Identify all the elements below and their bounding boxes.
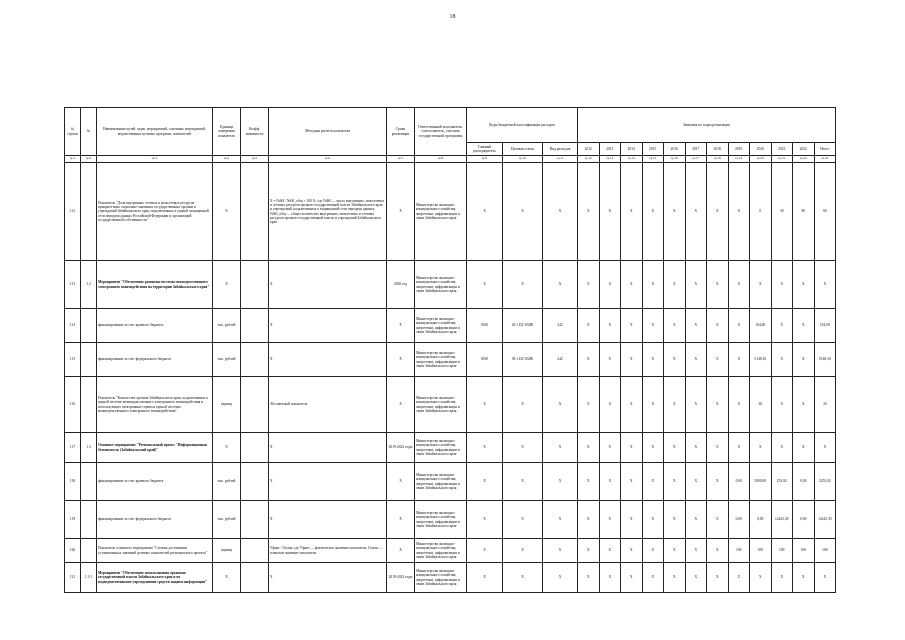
cell-term: 2019-2022 годы <box>387 433 415 463</box>
cell-year-value: Х <box>621 463 643 501</box>
cell-year-value: 100 <box>750 539 772 563</box>
budget-table <box>64 107 836 593</box>
cell-budget: Х <box>467 539 503 563</box>
cell-number: 1.2 <box>81 261 97 309</box>
cell-year-value: Х <box>664 563 686 593</box>
cell-year-value: Х <box>578 563 600 593</box>
cell-year-value: Х <box>814 433 836 463</box>
cell-term: Х <box>387 539 415 563</box>
page-number: 18 <box>449 14 456 20</box>
cell-coefficient <box>241 163 269 261</box>
cell-method: Абсолютный показатель <box>269 377 387 433</box>
cell-number <box>81 309 97 343</box>
column-number: гр.2 <box>81 156 97 163</box>
cell-responsible: Министерство жилищно-коммунального хозяйства, энергетики, цифровизации и связи Забайкальского края <box>415 377 467 433</box>
cell-year-value: 80 <box>814 163 836 261</box>
cell-year-value: Х <box>664 377 686 433</box>
cell-term: 2019-2022 годы <box>387 563 415 593</box>
cell-budget: Х <box>543 261 578 309</box>
cell-year-value: Х <box>685 377 707 433</box>
table-row <box>65 563 836 593</box>
cell-year-value: Х <box>621 309 643 343</box>
cell-year-value: 100 <box>728 539 750 563</box>
cell-method: Х <box>269 463 387 501</box>
cell-year-value: Х <box>685 501 707 539</box>
cell-budget: Х <box>543 163 578 261</box>
cell-year-value: Х <box>793 261 815 309</box>
cell-method: Х <box>269 501 387 539</box>
cell-year-value: 253,92 <box>771 463 793 501</box>
cell-row-number: 120 <box>65 539 81 563</box>
cell-year-value: 0,00 <box>728 463 750 501</box>
cell-method: Х <box>269 261 387 309</box>
table-row <box>65 539 836 563</box>
cell-year-value: 5148,30 <box>750 343 772 377</box>
cell-responsible: Министерство жилищно-коммунального хозяйства, энергетики, цифровизации и связи Забайкальского края <box>415 463 467 501</box>
cell-year-value: Х <box>664 261 686 309</box>
cell-responsible: Министерство жилищно-коммунального хозяйства, энергетики, цифровизации и связи Забайкальского края <box>415 433 467 463</box>
cell-year-value: Х <box>707 261 729 309</box>
cell-row-number: 116 <box>65 377 81 433</box>
cell-term: Х <box>387 377 415 433</box>
cell-year-value: Х <box>707 501 729 539</box>
cell-year-value: Х <box>621 377 643 433</box>
column-number: гр.9 <box>467 156 503 163</box>
column-number-row <box>65 156 836 163</box>
cell-year-value: Х <box>621 261 643 309</box>
cell-year-value: Х <box>728 343 750 377</box>
cell-method: Х <box>269 343 387 377</box>
cell-year-value: Х <box>599 343 621 377</box>
cell-unit: % <box>213 163 241 261</box>
cell-year-value: Х <box>642 377 664 433</box>
column-number: гр.13 <box>599 156 621 163</box>
column-number: гр.7 <box>387 156 415 163</box>
column-number: гр.21 <box>771 156 793 163</box>
cell-year-value: 0,00 <box>793 501 815 539</box>
cell-year-value: Х <box>793 343 815 377</box>
table-body <box>65 156 836 593</box>
cell-year-value: Х <box>599 163 621 261</box>
cell-method: Уфакт / Uплан, где Уфакт — фактическое значение показателя; Uплан — плановое значение показателя <box>269 539 387 563</box>
cell-year-value: Х <box>664 163 686 261</box>
cell-budget: Х <box>543 463 578 501</box>
cell-year-value: Х <box>728 309 750 343</box>
cell-budget: 242 <box>543 309 578 343</box>
column-number: гр.10 <box>503 156 543 163</box>
cell-responsible: Министерство жилищно-коммунального хозяйства, энергетики, цифровизации и связи Забайкальского края <box>415 309 467 343</box>
cell-budget: Х <box>503 563 543 593</box>
cell-name: Мероприятие "Обеспечение использования органами государственной власти Забайкальского края и их подведомственными учреждениями средств защиты информации" <box>97 563 213 593</box>
cell-year-value: Х <box>685 343 707 377</box>
cell-year-value: 5000,00 <box>750 463 772 501</box>
cell-responsible: Министерство жилищно-коммунального хозяйства, энергетики, цифровизации и связи Забайкальского края <box>415 539 467 563</box>
header-budget-col: Вид расходов <box>543 143 578 156</box>
cell-year-value: Х <box>707 377 729 433</box>
column-number: гр.4 <box>213 156 241 163</box>
cell-budget: Х <box>467 261 503 309</box>
cell-year-value: Х <box>707 539 729 563</box>
cell-number <box>81 501 97 539</box>
header-coefficient: Коэфф. значимости <box>241 108 269 156</box>
cell-year-value: 104,00 <box>750 309 772 343</box>
cell-budget: Х <box>543 377 578 433</box>
cell-year-value: Х <box>707 563 729 593</box>
cell-year-value: Х <box>707 463 729 501</box>
table-row <box>65 163 836 261</box>
cell-budget: Х <box>543 563 578 593</box>
cell-budget: Х <box>503 377 543 433</box>
column-number: гр.1 <box>65 156 81 163</box>
cell-budget: Х <box>467 501 503 539</box>
cell-budget: 0010 <box>467 309 503 343</box>
cell-year-value: Х <box>578 309 600 343</box>
table-row <box>65 377 836 433</box>
cell-term: Х <box>387 309 415 343</box>
cell-year-value: Х <box>771 563 793 593</box>
header-year: Итого <box>814 143 836 156</box>
cell-year-value: Х <box>578 377 600 433</box>
cell-year-value: Х <box>621 501 643 539</box>
header-name: Наименование целей, задач, мероприятий, основных мероприятий, ведомственных целевых программ, показателей <box>97 108 213 156</box>
column-number: гр.3 <box>97 156 213 163</box>
cell-year-value: Х <box>578 539 600 563</box>
cell-year-value: Х <box>685 163 707 261</box>
cell-name: Показатель основного мероприятия "Степень достижения установленных значений целевых показателей регионального проекта" <box>97 539 213 563</box>
cell-responsible: Министерство жилищно-коммунального хозяйства, энергетики, цифровизации и связи Забайкальского края <box>415 261 467 309</box>
header-year: 2016 <box>664 143 686 156</box>
header-term: Сроки реализации <box>387 108 415 156</box>
cell-year-value: Х <box>599 261 621 309</box>
cell-year-value: Х <box>578 433 600 463</box>
column-number: гр.19 <box>728 156 750 163</box>
cell-year-value: Х <box>621 343 643 377</box>
cell-coefficient <box>241 563 269 593</box>
cell-year-value: Х <box>685 539 707 563</box>
cell-year-value: Х <box>664 463 686 501</box>
header-year: 2012 <box>578 143 600 156</box>
cell-year-value: Х <box>642 433 664 463</box>
cell-year-value: Х <box>578 163 600 261</box>
cell-year-value: Х <box>621 163 643 261</box>
cell-name: Основное мероприятие "Региональный проект "Информационная безопасность (Забайкальский край)" <box>97 433 213 463</box>
cell-budget: 242 <box>543 343 578 377</box>
cell-year-value: 12443,30 <box>814 501 836 539</box>
cell-year-value: 100 <box>793 539 815 563</box>
cell-year-value: Х <box>750 261 772 309</box>
cell-year-value: Х <box>685 563 707 593</box>
cell-year-value: Х <box>728 261 750 309</box>
cell-year-value: 0,00 <box>793 463 815 501</box>
cell-year-value: Х <box>707 343 729 377</box>
cell-term: Х <box>387 501 415 539</box>
cell-year-value: 30 <box>750 377 772 433</box>
cell-budget: Х <box>503 433 543 463</box>
cell-year-value: Х <box>750 563 772 593</box>
cell-year-value: Х <box>750 433 772 463</box>
cell-row-number: 119 <box>65 501 81 539</box>
cell-name: финансирование за счет федерального бюджета <box>97 501 213 539</box>
cell-number <box>81 343 97 377</box>
table-row <box>65 261 836 309</box>
cell-name: Показатель "Количество органов Забайкальского края, подключенных к единой системе межведомственного электронного взаимодействия и использующих электронные сервисы единой системы межведомственного электронного взаимодействия" <box>97 377 213 433</box>
cell-year-value: Х <box>578 463 600 501</box>
cell-year-value: Х <box>642 309 664 343</box>
cell-year-value: 12443,30 <box>771 501 793 539</box>
cell-year-value: Х <box>621 539 643 563</box>
cell-year-value: Х <box>642 163 664 261</box>
cell-year-value: Х <box>599 501 621 539</box>
cell-year-value: Х <box>728 433 750 463</box>
cell-year-value: 0,00 <box>750 501 772 539</box>
cell-row-number: 114 <box>65 309 81 343</box>
cell-year-value: Х <box>621 563 643 593</box>
cell-year-value: Х <box>707 433 729 463</box>
column-number: гр.14 <box>621 156 643 163</box>
cell-year-value: Х <box>599 563 621 593</box>
cell-row-number: 118 <box>65 463 81 501</box>
cell-budget: Х <box>467 433 503 463</box>
column-number: гр.18 <box>707 156 729 163</box>
column-number: гр.16 <box>664 156 686 163</box>
cell-number <box>81 539 97 563</box>
cell-budget: Х <box>503 463 543 501</box>
table-wrapper <box>64 107 836 593</box>
cell-budget: 06 1 D2 50280 <box>503 343 543 377</box>
cell-term: Х <box>387 163 415 261</box>
cell-unit: единиц <box>213 539 241 563</box>
cell-budget: Х <box>543 433 578 463</box>
cell-budget: Х <box>503 539 543 563</box>
cell-year-value: Х <box>814 563 836 593</box>
cell-year-value: Х <box>793 433 815 463</box>
header-unit: Единица измерения показателя <box>213 108 241 156</box>
cell-unit: единиц <box>213 377 241 433</box>
cell-unit: Х <box>213 563 241 593</box>
cell-coefficient <box>241 377 269 433</box>
cell-year-value: 100 <box>771 539 793 563</box>
cell-year-value: Х <box>771 343 793 377</box>
cell-term: 2020 год <box>387 261 415 309</box>
table-row <box>65 501 836 539</box>
cell-unit: Х <box>213 433 241 463</box>
cell-name: Показатель "Доля внутренних сетевых и межсетевых ресурсов приоритетных социально-значимых государственных органов и учреждений Забайкальского края, подключенных к единой защищенной сети передачи данных Российской Федерации и организаций государственной собственности" <box>97 163 213 261</box>
cell-budget: Х <box>503 261 543 309</box>
header-year: 2019 <box>728 143 750 156</box>
column-number: гр.5 <box>241 156 269 163</box>
header-number: № <box>81 108 97 156</box>
column-number: гр.23 <box>814 156 836 163</box>
cell-year-value: Х <box>578 343 600 377</box>
cell-year-value: Х <box>621 433 643 463</box>
header-year: 2015 <box>642 143 664 156</box>
cell-term: Х <box>387 463 415 501</box>
cell-method: Х <box>269 563 387 593</box>
table-row <box>65 463 836 501</box>
cell-budget: 0010 <box>467 343 503 377</box>
header-values-group: Значения по годам реализации <box>578 108 836 143</box>
cell-year-value: Х <box>685 433 707 463</box>
cell-budget: Х <box>467 377 503 433</box>
cell-name: финансирование за счет краевого бюджета <box>97 309 213 343</box>
table-row <box>65 343 836 377</box>
cell-year-value: Х <box>707 309 729 343</box>
header-year: 2021 <box>771 143 793 156</box>
cell-year-value: Х <box>642 563 664 593</box>
cell-year-value: Х <box>599 539 621 563</box>
cell-year-value: Х <box>728 377 750 433</box>
cell-year-value: Х <box>771 261 793 309</box>
cell-year-value: Х <box>685 463 707 501</box>
cell-year-value: Х <box>685 261 707 309</box>
cell-year-value: Х <box>578 501 600 539</box>
cell-coefficient <box>241 261 269 309</box>
cell-row-number: 117 <box>65 433 81 463</box>
header-row-number: № строки <box>65 108 81 156</box>
cell-responsible: Министерство жилищно-коммунального хозяйства, энергетики, цифровизации и связи Забайкальского края <box>415 343 467 377</box>
cell-budget: Х <box>467 163 503 261</box>
cell-year-value: Х <box>771 377 793 433</box>
header-year: 2013 <box>599 143 621 156</box>
cell-budget: Х <box>467 563 503 593</box>
column-number: гр.11 <box>543 156 578 163</box>
cell-year-value: Х <box>728 163 750 261</box>
header-year: 2017 <box>685 143 707 156</box>
cell-year-value: Х <box>599 463 621 501</box>
table-row <box>65 309 836 343</box>
cell-year-value: Х <box>642 261 664 309</box>
cell-unit: тыс. рублей <box>213 463 241 501</box>
cell-year-value: Х <box>793 309 815 343</box>
cell-year-value: Х <box>707 163 729 261</box>
cell-year-value: Х <box>642 343 664 377</box>
cell-year-value: Х <box>642 501 664 539</box>
cell-coefficient <box>241 343 269 377</box>
cell-year-value: Х <box>793 377 815 433</box>
cell-year-value: Х <box>814 261 836 309</box>
cell-year-value: Х <box>642 463 664 501</box>
header-year: 2014 <box>621 143 643 156</box>
cell-year-value: 0,00 <box>728 501 750 539</box>
cell-budget: Х <box>543 501 578 539</box>
cell-year-value: 5253,92 <box>814 463 836 501</box>
cell-year-value: 30 <box>771 163 793 261</box>
cell-unit: тыс. рублей <box>213 309 241 343</box>
cell-year-value: Х <box>664 309 686 343</box>
cell-year-value: Х <box>685 309 707 343</box>
cell-responsible: Министерство жилищно-коммунального хозяйства, энергетики, цифровизации и связи Забайкальского края <box>415 163 467 261</box>
column-number: гр.15 <box>642 156 664 163</box>
cell-unit: Х <box>213 261 241 309</box>
cell-year-value: 80 <box>793 163 815 261</box>
table-row <box>65 433 836 463</box>
cell-year-value: Х <box>664 433 686 463</box>
cell-budget: Х <box>503 163 543 261</box>
cell-number <box>81 463 97 501</box>
cell-row-number: 113 <box>65 261 81 309</box>
cell-budget: Х <box>467 463 503 501</box>
cell-coefficient <box>241 309 269 343</box>
cell-unit: тыс. рублей <box>213 501 241 539</box>
cell-year-value: Х <box>578 261 600 309</box>
cell-year-value: Х <box>728 563 750 593</box>
cell-number <box>81 163 97 261</box>
header-budget-group: Коды бюджетной классификации расходов <box>467 108 578 143</box>
cell-coefficient <box>241 433 269 463</box>
cell-unit: тыс. рублей <box>213 343 241 377</box>
cell-year-value: 100 <box>814 539 836 563</box>
cell-year-value: 5148,30 <box>814 343 836 377</box>
cell-name: финансирование за счет краевого бюджета <box>97 463 213 501</box>
header-year: 2020 <box>750 143 772 156</box>
cell-budget: Х <box>543 539 578 563</box>
column-number: гр.12 <box>578 156 600 163</box>
cell-number: 1.3 <box>81 433 97 463</box>
cell-year-value: Х <box>664 343 686 377</box>
cell-year-value: Х <box>599 433 621 463</box>
cell-year-value: 104,00 <box>814 309 836 343</box>
cell-year-value: Х <box>599 309 621 343</box>
cell-number: 1.3.1 <box>81 563 97 593</box>
cell-year-value: Х <box>793 563 815 593</box>
header-year: 2022 <box>793 143 815 156</box>
cell-method: Х = NdSI / NdSI_общ × 100 %, где NdSI — число внутренних, межсетевых и сетевых ресурсов органов государственной власти Забайкальского края и учреждений, подключенных к защищенной сети передачи данных; NdSI_общ — общее количество внутренних, межсетевых и сетевых ресурсов органов государственной власти и учреждений Забайкальского края <box>269 163 387 261</box>
cell-year-value: 0 <box>750 163 772 261</box>
header-year: 2018 <box>707 143 729 156</box>
column-number: гр.20 <box>750 156 772 163</box>
column-number: гр.6 <box>269 156 387 163</box>
cell-method: Х <box>269 433 387 463</box>
cell-name: Мероприятие "Обеспечение развития системы межведомственного электронного взаимодействия на территории Забайкальского края" <box>97 261 213 309</box>
header-method: Методика расчета показателя <box>269 108 387 156</box>
cell-year-value: Х <box>664 501 686 539</box>
cell-coefficient <box>241 539 269 563</box>
column-number: гр.8 <box>415 156 467 163</box>
cell-responsible: Министерство жилищно-коммунального хозяйства, энергетики, цифровизации и связи Забайкальского края <box>415 563 467 593</box>
header-budget-col: Главный распорядитель <box>467 143 503 156</box>
cell-year-value: Х <box>599 377 621 433</box>
cell-year-value: Х <box>771 309 793 343</box>
cell-coefficient <box>241 501 269 539</box>
cell-budget: Х <box>503 501 543 539</box>
cell-year-value: 30 <box>814 377 836 433</box>
cell-row-number: 115 <box>65 343 81 377</box>
cell-term: Х <box>387 343 415 377</box>
header-budget-col: Целевая статья <box>503 143 543 156</box>
cell-row-number: 112 <box>65 163 81 261</box>
header-responsible: Ответственный исполнитель, соисполнитель, участник государственной программы <box>415 108 467 156</box>
cell-number <box>81 377 97 433</box>
cell-name: финансирование за счет федерального бюджета <box>97 343 213 377</box>
cell-method: Х <box>269 309 387 343</box>
cell-row-number: 121 <box>65 563 81 593</box>
cell-coefficient <box>241 463 269 501</box>
cell-responsible: Министерство жилищно-коммунального хозяйства, энергетики, цифровизации и связи Забайкальского края <box>415 501 467 539</box>
cell-year-value: Х <box>771 433 793 463</box>
column-number: гр.17 <box>685 156 707 163</box>
cell-year-value: Х <box>664 539 686 563</box>
cell-budget: 06 1 D2 50280 <box>503 309 543 343</box>
column-number: гр.22 <box>793 156 815 163</box>
cell-year-value: Х <box>642 539 664 563</box>
